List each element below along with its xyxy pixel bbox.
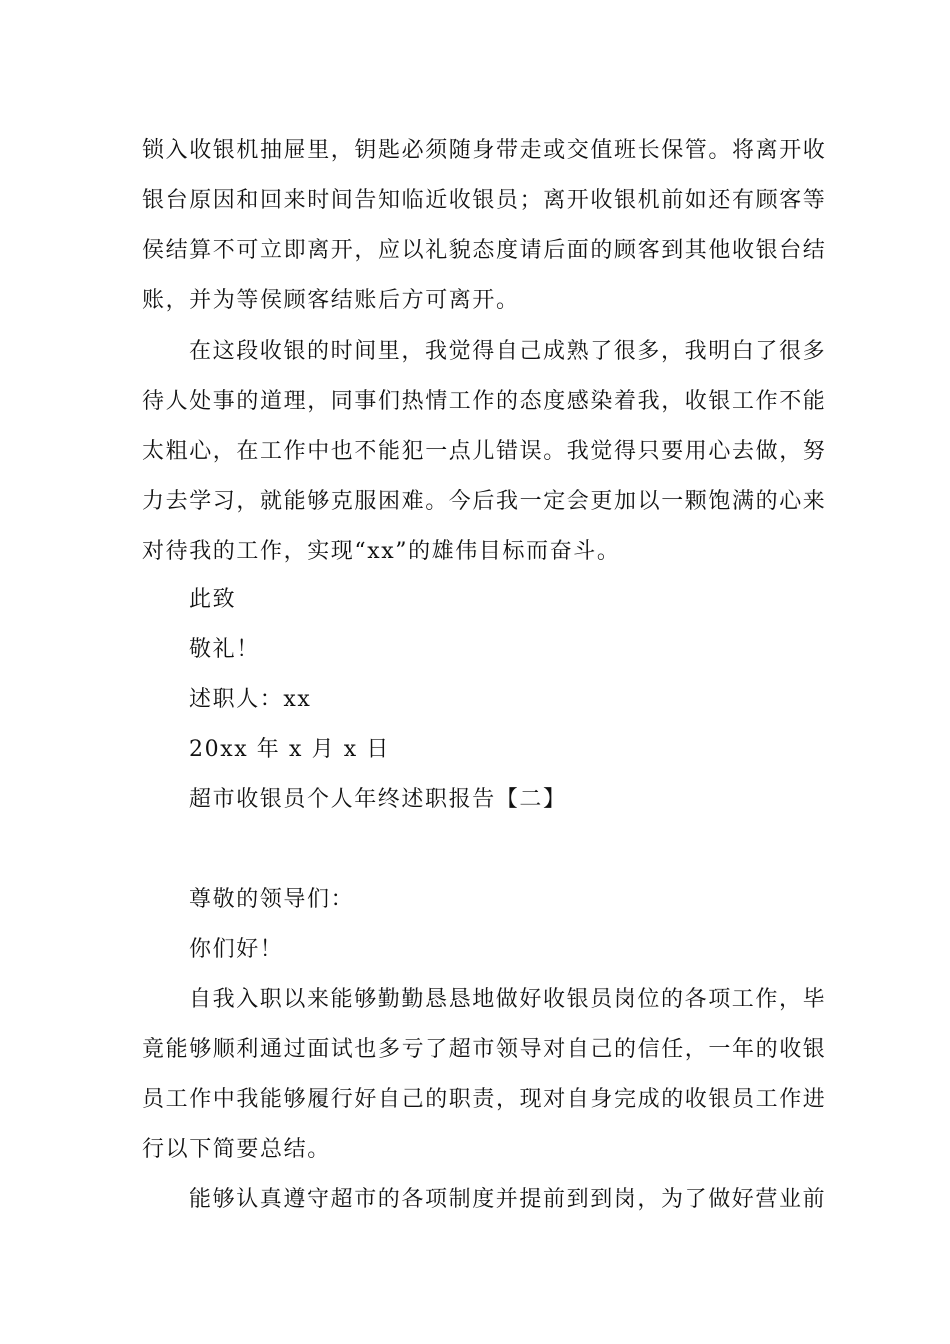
greeting-line: 尊敬的领导们：: [189, 887, 355, 912]
paragraph-line: 对待我的工作，实现“xx”的雄伟目标而奋斗。: [142, 539, 621, 564]
paragraph-line: 在这段收银的时间里，我觉得自己成熟了很多，我明白了很多: [189, 339, 827, 364]
paragraph-line: 能够认真遵守超市的各项制度并提前到到岗，为了做好营业前: [189, 1187, 827, 1212]
paragraph-line: 自我入职以来能够勤勤恳恳地做好收银员岗位的各项工作，毕: [189, 987, 827, 1012]
date-line: 20xx 年 x 月 x 日: [189, 737, 390, 762]
greeting-line: 你们好！: [189, 937, 284, 962]
paragraph-line: 力去学习，就能够克服困难。今后我一定会更加以一颗饱满的心来: [142, 489, 827, 514]
paragraph-line: 行以下简要总结。: [142, 1137, 331, 1162]
signature-line: 述职人：xx: [189, 687, 312, 712]
paragraph-line: 待人处事的道理，同事们热情工作的态度感染着我，收银工作不能: [142, 389, 827, 414]
closing-salutation: 此致: [189, 587, 237, 612]
paragraph-line: 竟能够顺利通过面试也多亏了超市领导对自己的信任，一年的收银: [142, 1037, 827, 1062]
paragraph-line: 员工作中我能够履行好自己的职责，现对自身完成的收银员工作进: [142, 1087, 827, 1112]
section-title: 超市收银员个人年终述职报告【二】: [189, 787, 567, 812]
paragraph-line: 侯结算不可立即离开，应以礼貌态度请后面的顾客到其他收银台结: [142, 238, 827, 263]
paragraph-line: 锁入收银机抽屉里，钥匙必须随身带走或交值班长保管。将离开收: [142, 138, 827, 163]
paragraph-line: 银台原因和回来时间告知临近收银员；离开收银机前如还有顾客等: [142, 188, 827, 213]
paragraph-line: 账，并为等侯顾客结账后方可离开。: [142, 288, 520, 313]
paragraph-line: 太粗心，在工作中也不能犯一点儿错误。我觉得只要用心去做，努: [142, 439, 827, 464]
closing-regards: 敬礼！: [189, 637, 260, 662]
